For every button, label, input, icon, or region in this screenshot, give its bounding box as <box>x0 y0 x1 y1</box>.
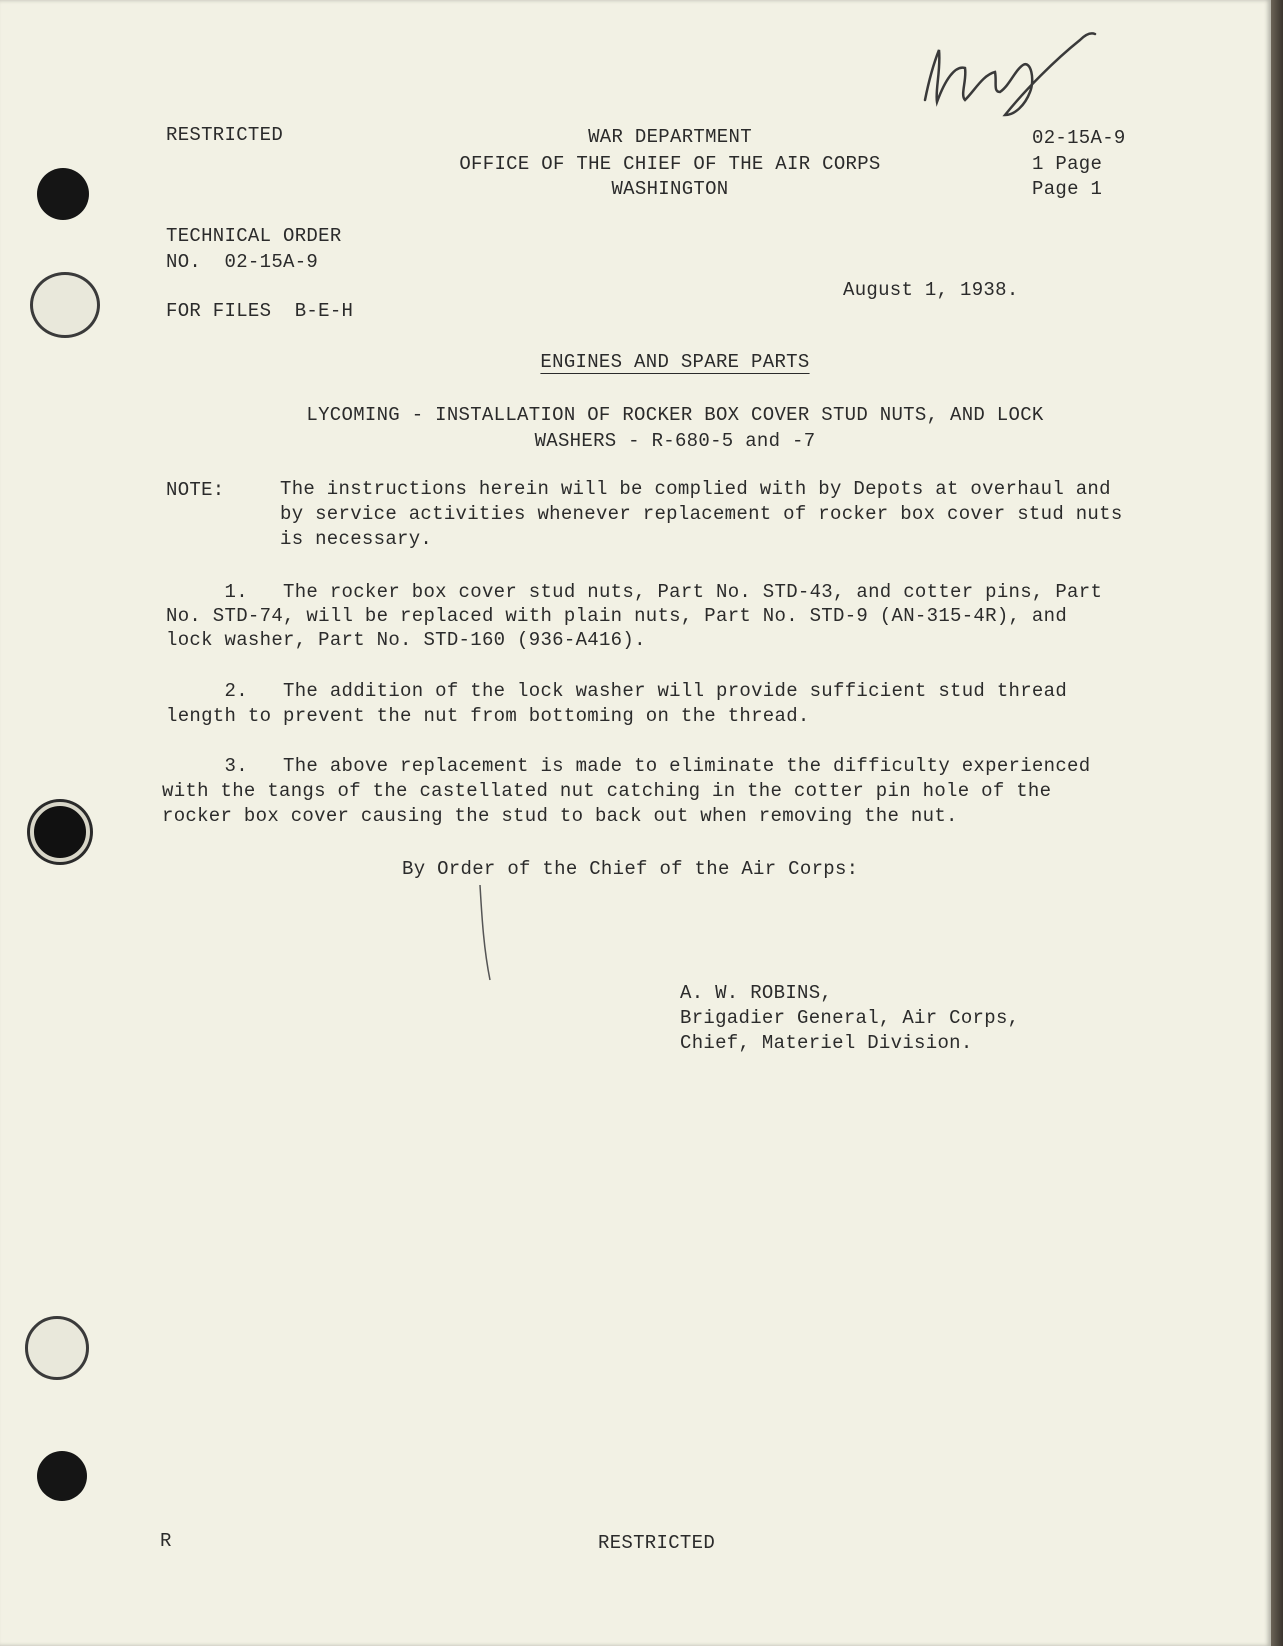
note-line-1: The instructions herein will be complied with by Depots at overhaul and <box>280 478 1111 500</box>
paragraph-1-line-3: lock washer, Part No. STD-160 (936-A416). <box>166 629 646 651</box>
binder-hole-4 <box>25 1316 89 1380</box>
note-line-3: is necessary. <box>280 528 433 550</box>
subject-title-line-2: WASHERS - R-680-5 and -7 <box>534 430 816 452</box>
signature-rank: Brigadier General, Air Corps, <box>680 1007 1020 1029</box>
note-label: NOTE: <box>166 479 225 501</box>
technical-order-number: NO. 02-15A-9 <box>166 251 319 273</box>
pen-mark <box>470 880 500 990</box>
header-page-count: 1 Page <box>1032 153 1103 175</box>
paragraph-1-line-2: No. STD-74, will be replaced with plain nuts, Part No. STD-9 (AN-315-4R), and <box>166 605 1068 627</box>
footer-restricted: RESTRICTED <box>598 1532 716 1554</box>
binder-hole-5 <box>37 1451 87 1501</box>
subject-heading: ENGINES AND SPARE PARTS <box>540 351 810 373</box>
binder-hole-3 <box>30 802 90 862</box>
paragraph-2-line-1: 2. The addition of the lock washer will provide sufficient stud thread <box>166 680 1068 702</box>
paragraph-3-line-1: 3. The above replacement is made to eliminate the difficulty experienced <box>166 755 1091 777</box>
signature-name: A. W. ROBINS, <box>680 982 833 1004</box>
paragraph-1-line-1: 1. The rocker box cover stud nuts, Part No. STD-43, and cotter pins, Part <box>166 581 1103 603</box>
binder-hole-1 <box>37 168 89 220</box>
files-label: FOR FILES B-E-H <box>166 300 354 322</box>
closing-line: By Order of the Chief of the Air Corps: <box>402 858 859 880</box>
subject-title-line-1: LYCOMING - INSTALLATION OF ROCKER BOX COVER STUD NUTS, AND LOCK <box>306 404 1044 426</box>
note-line-2: by service activities whenever replacement of rocker box cover stud nuts <box>280 503 1123 525</box>
header-restricted: RESTRICTED <box>166 124 284 146</box>
binder-hole-2 <box>30 272 100 338</box>
handwritten-initials <box>905 20 1135 120</box>
page-edge-shadow <box>1271 0 1283 1646</box>
header-order-number: 02-15A-9 <box>1032 127 1126 149</box>
technical-order-label: TECHNICAL ORDER <box>166 225 342 247</box>
issue-date: August 1, 1938. <box>843 279 1019 301</box>
paragraph-2-line-2: length to prevent the nut from bottoming on the thread. <box>166 705 810 727</box>
header-office: OFFICE OF THE CHIEF OF THE AIR CORPS <box>459 153 881 175</box>
signature-title: Chief, Materiel Division. <box>680 1032 973 1054</box>
header-department: WAR DEPARTMENT <box>588 126 752 148</box>
paragraph-3-line-2: with the tangs of the castellated nut catching in the cotter pin hole of the <box>162 780 1052 802</box>
footer-mark: R <box>160 1530 172 1552</box>
paragraph-3-line-3: rocker box cover causing the stud to back out when removing the nut. <box>162 805 958 827</box>
header-page-number: Page 1 <box>1032 178 1103 200</box>
header-city: WASHINGTON <box>611 178 729 200</box>
